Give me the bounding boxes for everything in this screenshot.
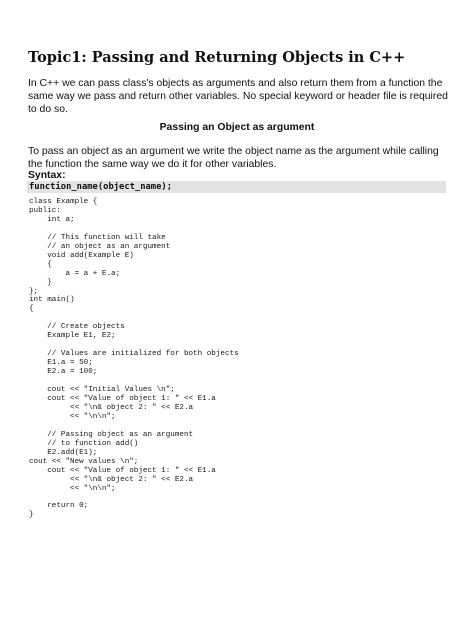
code-line: return 0; <box>29 502 89 511</box>
code-line: cout << "Value of object 1: " << E1.a <box>29 466 216 475</box>
code-line: void add(Example E) <box>29 251 134 260</box>
section-heading: Passing an Object as argument <box>159 122 315 133</box>
code-line: << "\n\n"; <box>29 484 116 493</box>
code-line: // to function add() <box>29 439 139 448</box>
code-line: E1.a = 50; <box>29 359 93 368</box>
code-line: int main() <box>29 296 75 305</box>
syntax-code: function_name(object_name); <box>27 181 446 193</box>
code-line: } <box>29 278 52 287</box>
code-line: << "\n\n"; <box>29 412 116 421</box>
code-line: // This function will take <box>29 233 166 242</box>
code-line: public: <box>29 206 61 215</box>
code-line: cout << "Value of object 1: " << E1.a <box>29 394 216 403</box>
code-line: }; <box>29 287 39 296</box>
code-line: // Values are initialized for both objects <box>29 350 239 359</box>
code-line: a = a + E.a; <box>29 269 121 278</box>
code-line: E2.add(E1); <box>29 448 98 457</box>
code-line: int a; <box>29 215 75 224</box>
code-line: E2.a = 100; <box>29 368 98 377</box>
code-line: << "\n& object 2: " << E2.a <box>29 403 194 412</box>
syntax-label: Syntax: <box>28 170 66 181</box>
code-line: // Passing object as an argument <box>29 430 194 439</box>
code-line: << "\n& object 2: " << E2.a <box>29 475 194 484</box>
code-line: } <box>29 511 34 520</box>
code-line: cout << "Initial Values \n"; <box>29 386 175 395</box>
intro-paragraph: In C++ we can pass class's objects as arguments and also return them from a function the same way we pass and return other variables. No special keyword or header file is required to do so. <box>28 78 448 116</box>
code-line: { <box>29 260 52 269</box>
code-line: class Example { <box>29 198 98 206</box>
document-title: Topic1: Passing and Returning Objects in C++ <box>28 49 406 66</box>
code-block <box>29 198 239 520</box>
code-line: // Create objects <box>29 323 125 332</box>
code-line: // an object as an argument <box>29 242 171 251</box>
code-line: { <box>29 305 34 314</box>
section-paragraph: To pass an object as an argument we write the object name as the argument while calling the function the same way we do it for other variables. <box>28 146 439 171</box>
code-line: cout << "New values \n"; <box>29 457 139 466</box>
code-line: Example E1, E2; <box>29 332 116 341</box>
